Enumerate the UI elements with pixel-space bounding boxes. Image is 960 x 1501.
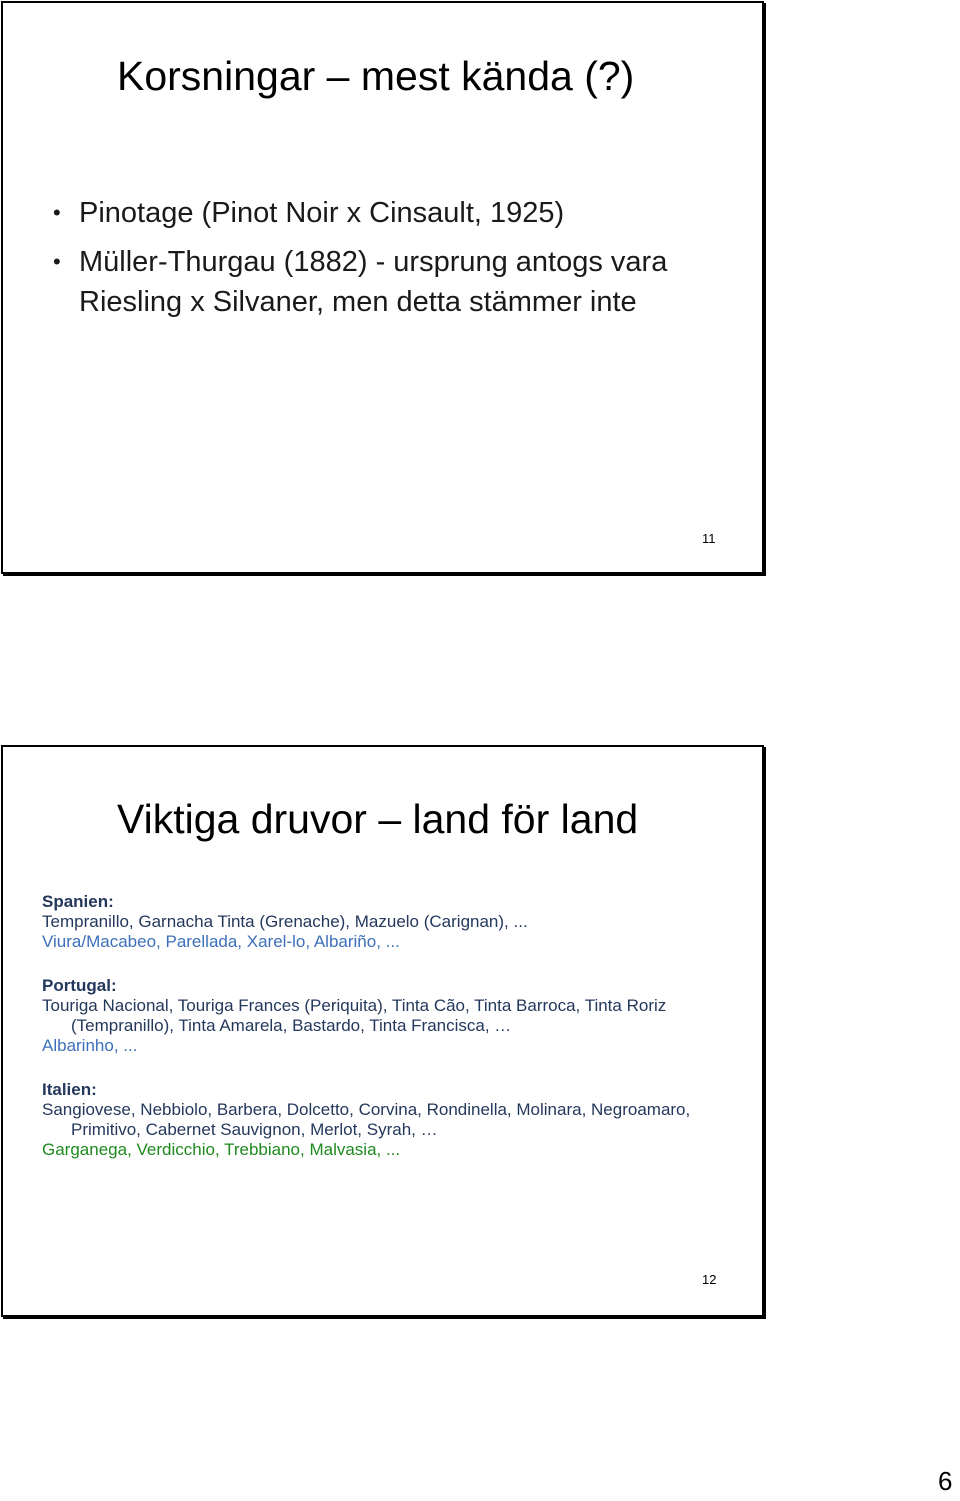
bullet-dot-icon: •	[53, 200, 61, 225]
country-heading-spain: Spanien:	[42, 892, 114, 911]
bullet-text: Pinotage (Pinot Noir x Cinsault, 1925)	[79, 197, 565, 229]
grape-list	[42, 892, 742, 1160]
white-grapes-portugal: Albarinho, ...	[42, 1036, 138, 1055]
bullet-dot-icon: •	[53, 249, 61, 274]
slide-page-number: 12	[702, 1272, 717, 1287]
sheet-page-number: 6	[938, 1466, 953, 1496]
white-grapes-spain: Viura/Macabeo, Parellada, Xarel-lo, Albariño, ...	[42, 932, 400, 951]
slide-11	[1, 1, 764, 574]
slide-12	[1, 745, 764, 1317]
white-grapes-italy: Garganega, Verdicchio, Trebbiano, Malvasia, ...	[42, 1140, 401, 1159]
bullet-text: Müller-Thurgau (1882) - ursprung antogs vara Riesling x Silvaner, men detta stämmer inte	[79, 246, 668, 318]
red-grapes-spain: Tempranillo, Garnacha Tinta (Grenache), Mazuelo (Carignan), ...	[42, 912, 528, 931]
bullet-list	[51, 193, 731, 331]
slide-title: Viktiga druvor – land för land	[117, 796, 639, 842]
country-heading-portugal: Portugal:	[42, 976, 117, 995]
red-grapes-portugal: Touriga Nacional, Touriga Frances (Periquita), Tinta Cão, Tinta Barroca, Tinta Roriz (Tempranillo), Tinta Amarela, Bastardo, Tinta Francisca, …	[42, 996, 667, 1035]
slide-title: Korsningar – mest kända (?)	[117, 53, 635, 99]
red-grapes-italy: Sangiovese, Nebbiolo, Barbera, Dolcetto, Corvina, Rondinella, Molinara, Negroamaro, Primitivo, Cabernet Sauvignon, Merlot, Syrah, …	[42, 1100, 691, 1139]
bullet-item	[51, 193, 731, 233]
bullet-item	[51, 242, 731, 322]
slide-page-number: 11	[702, 531, 716, 546]
country-heading-italy: Italien:	[42, 1080, 97, 1099]
